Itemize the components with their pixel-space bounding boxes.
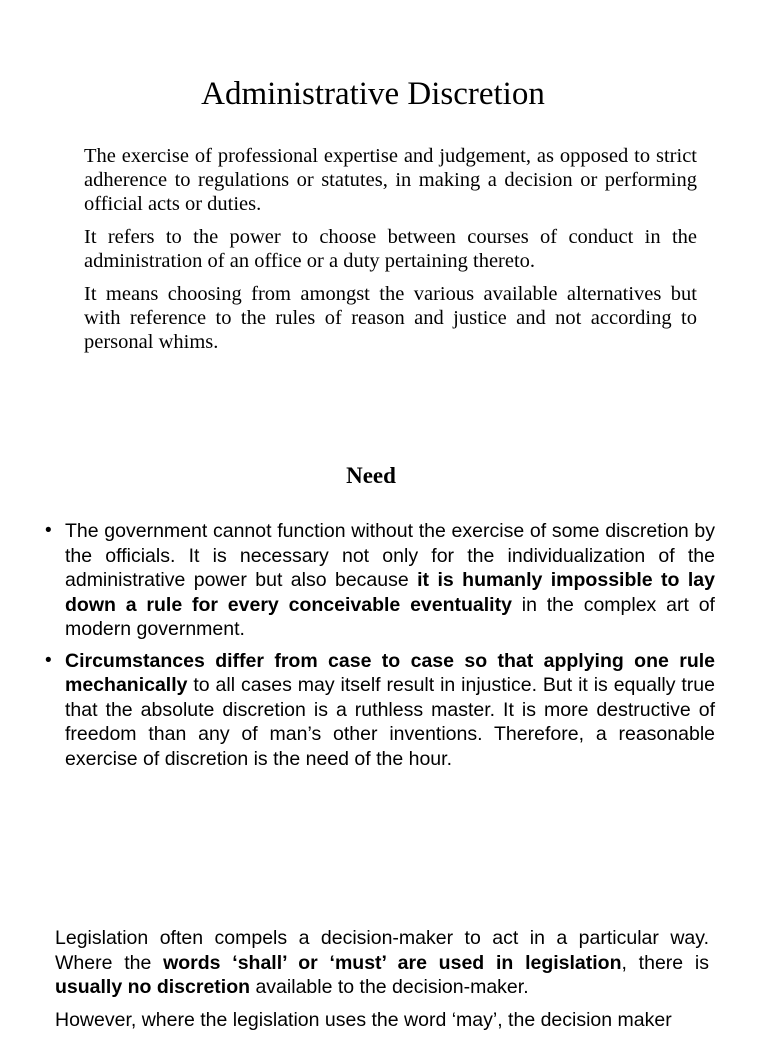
list-item <box>45 519 715 642</box>
text-run: to all cases may itself result in injustice. But it is equally true that the absolute discretion is a ruthless master. It is more destructive of freedom than any of man’s other inventions. Therefore, a reasonable exercise of discretion is the need of the hour. <box>65 674 715 770</box>
list-item <box>45 649 715 772</box>
bold-text-run: usually no discretion <box>55 976 251 998</box>
text-run: available to the decision-maker. <box>250 976 529 998</box>
need-bullet-list <box>45 519 715 778</box>
bold-text-run: it is humanly impossible to lay down a rule for every conceivable eventuality <box>65 569 715 616</box>
bold-text-run: Circumstances differ from case to case so that applying one rule mechanically <box>65 649 715 696</box>
text-run: The government cannot function without the exercise of some discretion by the officials. It is necessary not only for the individualization of the administrative power but also because <box>65 520 715 591</box>
bullet-icon: • <box>45 649 52 671</box>
legislation-paragraph <box>55 926 709 1000</box>
text-run: , there is <box>621 951 709 974</box>
bold-text-run: words ‘shall’ or ‘must’ are used in legislation <box>163 951 622 974</box>
definition-paragraph: The exercise of professional expertise and judgement, as opposed to strict adherence to regulations or statutes, in making a decision or performing official acts or duties. <box>84 145 697 215</box>
section-heading-need: Need <box>346 463 396 488</box>
definition-paragraph: It means choosing from amongst the various available alternatives but with reference to the rules of reason and justice and not according to personal whims. <box>84 283 697 353</box>
page-title: Administrative Discretion <box>201 76 545 112</box>
definition-paragraph: It refers to the power to choose between courses of conduct in the administration of an office or a duty pertaining thereto. <box>84 226 697 272</box>
legislation-section <box>55 926 709 1040</box>
definitions-block <box>84 144 697 363</box>
legislation-paragraph-partial: However, where the legislation uses the word ‘may’, the decision maker <box>55 1008 672 1031</box>
bullet-icon: • <box>45 520 52 541</box>
text-run: in the complex art of modern government. <box>65 593 715 640</box>
text-run: Legislation often compels a decision-maker to act in a particular way. Where the <box>55 927 709 974</box>
